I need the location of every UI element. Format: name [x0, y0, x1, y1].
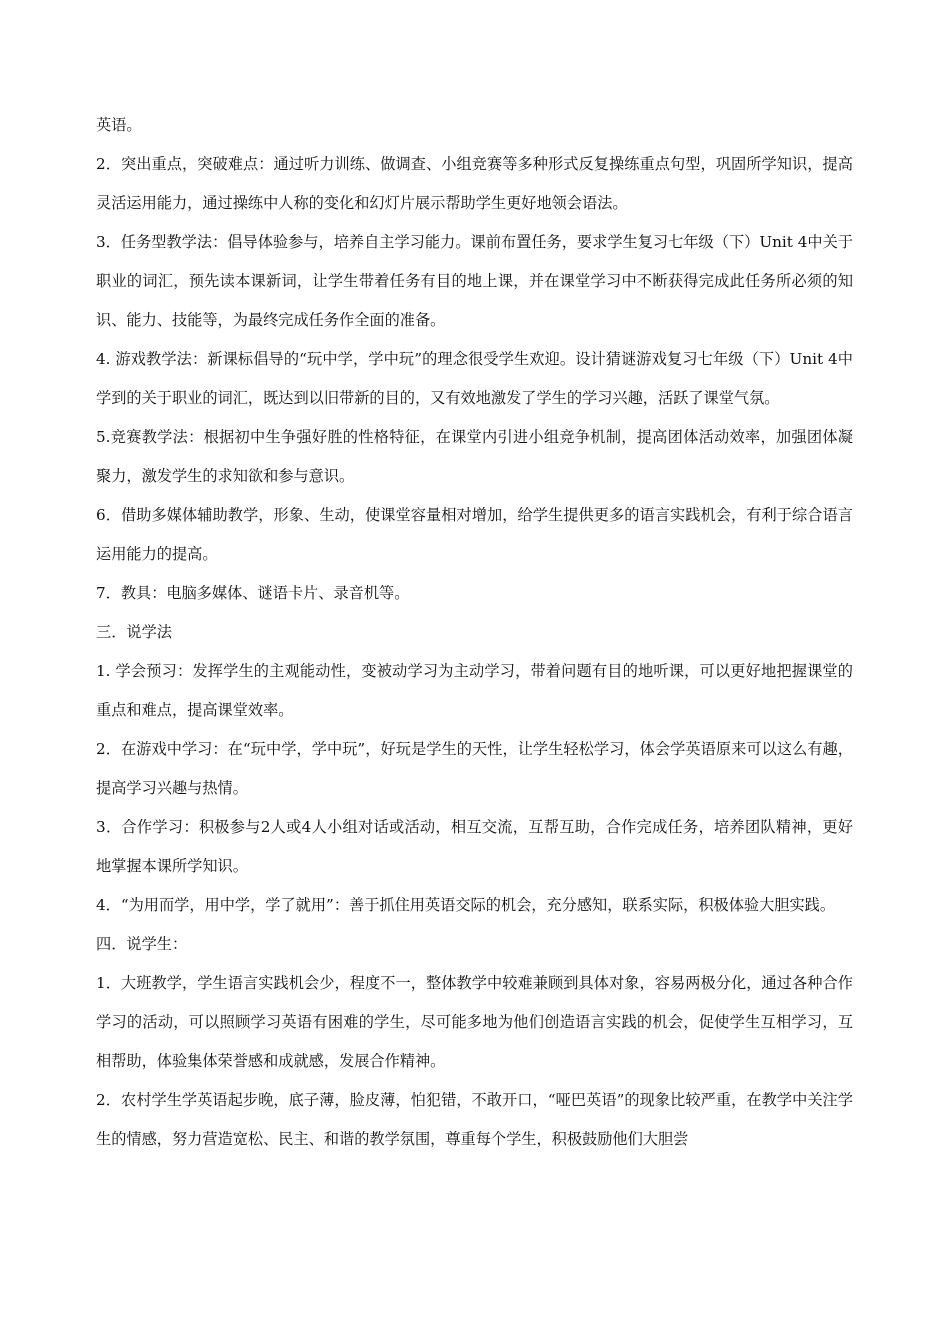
- paragraph-method-7: 7．教具：电脑多媒体、谜语卡片、录音机等。: [96, 584, 410, 602]
- paragraph-students-1: 1．大班教学，学生语言实践机会少，程度不一，整体教学中较难兼顾到具体对象，容易两极分化，通过各种合作学习的活动，可以照顾学习英语有困难的学生，尽可能多地为他们创造语言实践的机会，促使学生互相学习，互相帮助，体验集体荣誉感和成就感，发展合作精神。: [96, 974, 853, 1070]
- document-page: [96, 106, 853, 1159]
- paragraph-method-6: 6．借助多媒体辅助教学，形象、生动，使课堂容量相对增加，给学生提供更多的语言实践机会，有利于综合语言运用能力的提高。: [96, 506, 853, 563]
- paragraph-method-2: 2．突出重点，突破难点：通过听力训练、做调查、小组竞赛等多种形式反复操练重点句型，巩固所学知识，提高灵活运用能力，通过操练中人称的变化和幻灯片展示帮助学生更好地领会语法。: [96, 155, 853, 212]
- paragraph-method-5: 5.竞赛教学法：根据初中生争强好胜的性格特征，在课堂内引进小组竞争机制，提高团体活动效率，加强团体凝聚力，激发学生的求知欲和参与意识。: [96, 428, 853, 485]
- paragraph-learning-4: 4．“为用而学，用中学，学了就用”：善于抓住用英语交际的机会，充分感知，联系实际，积极体验大胆实践。: [96, 896, 836, 914]
- paragraph-learning-3: 3．合作学习：积极参与2人或4人小组对话或活动，相互交流，互帮互助，合作完成任务，培养团队精神，更好地掌握本课所学知识。: [96, 818, 853, 875]
- paragraph-continuation: 英语。: [96, 116, 142, 134]
- paragraph-method-3: 3．任务型教学法：倡导体验参与，培养自主学习能力。课前布置任务，要求学生复习七年级（下）Unit 4中关于职业的词汇，预先读本课新词，让学生带着任务有目的地上课，并在课堂学习中不断获得完成此任务所必须的知识、能力、技能等，为最终完成任务作全面的准备。: [96, 233, 853, 329]
- paragraph-students-2: 2．农村学生学英语起步晚，底子薄，脸皮薄，怕犯错，不敢开口，“哑巴英语”的现象比较严重，在教学中关注学生的情感，努力营造宽松、民主、和谐的教学氛围，尊重每个学生，积极鼓励他们大胆尝: [96, 1091, 853, 1148]
- paragraph-learning-2: 2．在游戏中学习：在“玩中学，学中玩”，好玩是学生的天性，让学生轻松学习，体会学英语原来可以这么有趣，提高学习兴趣与热情。: [96, 740, 853, 797]
- section-heading-learning-methods: 三．说学法: [96, 623, 172, 641]
- paragraph-learning-1: 1. 学会预习：发挥学生的主观能动性，变被动学习为主动学习，带着问题有目的地听课，可以更好地把握课堂的重点和难点，提高课堂效率。: [96, 662, 853, 719]
- paragraph-method-4: 4. 游戏教学法：新课标倡导的“玩中学，学中玩”的理念很受学生欢迎。设计猜谜游戏复习七年级（下）Unit 4中学到的关于职业的词汇，既达到以旧带新的目的，又有效地激发了学生的学习兴趣，活跃了课堂气氛。: [96, 350, 853, 407]
- section-heading-students: 四．说学生：: [96, 935, 188, 953]
